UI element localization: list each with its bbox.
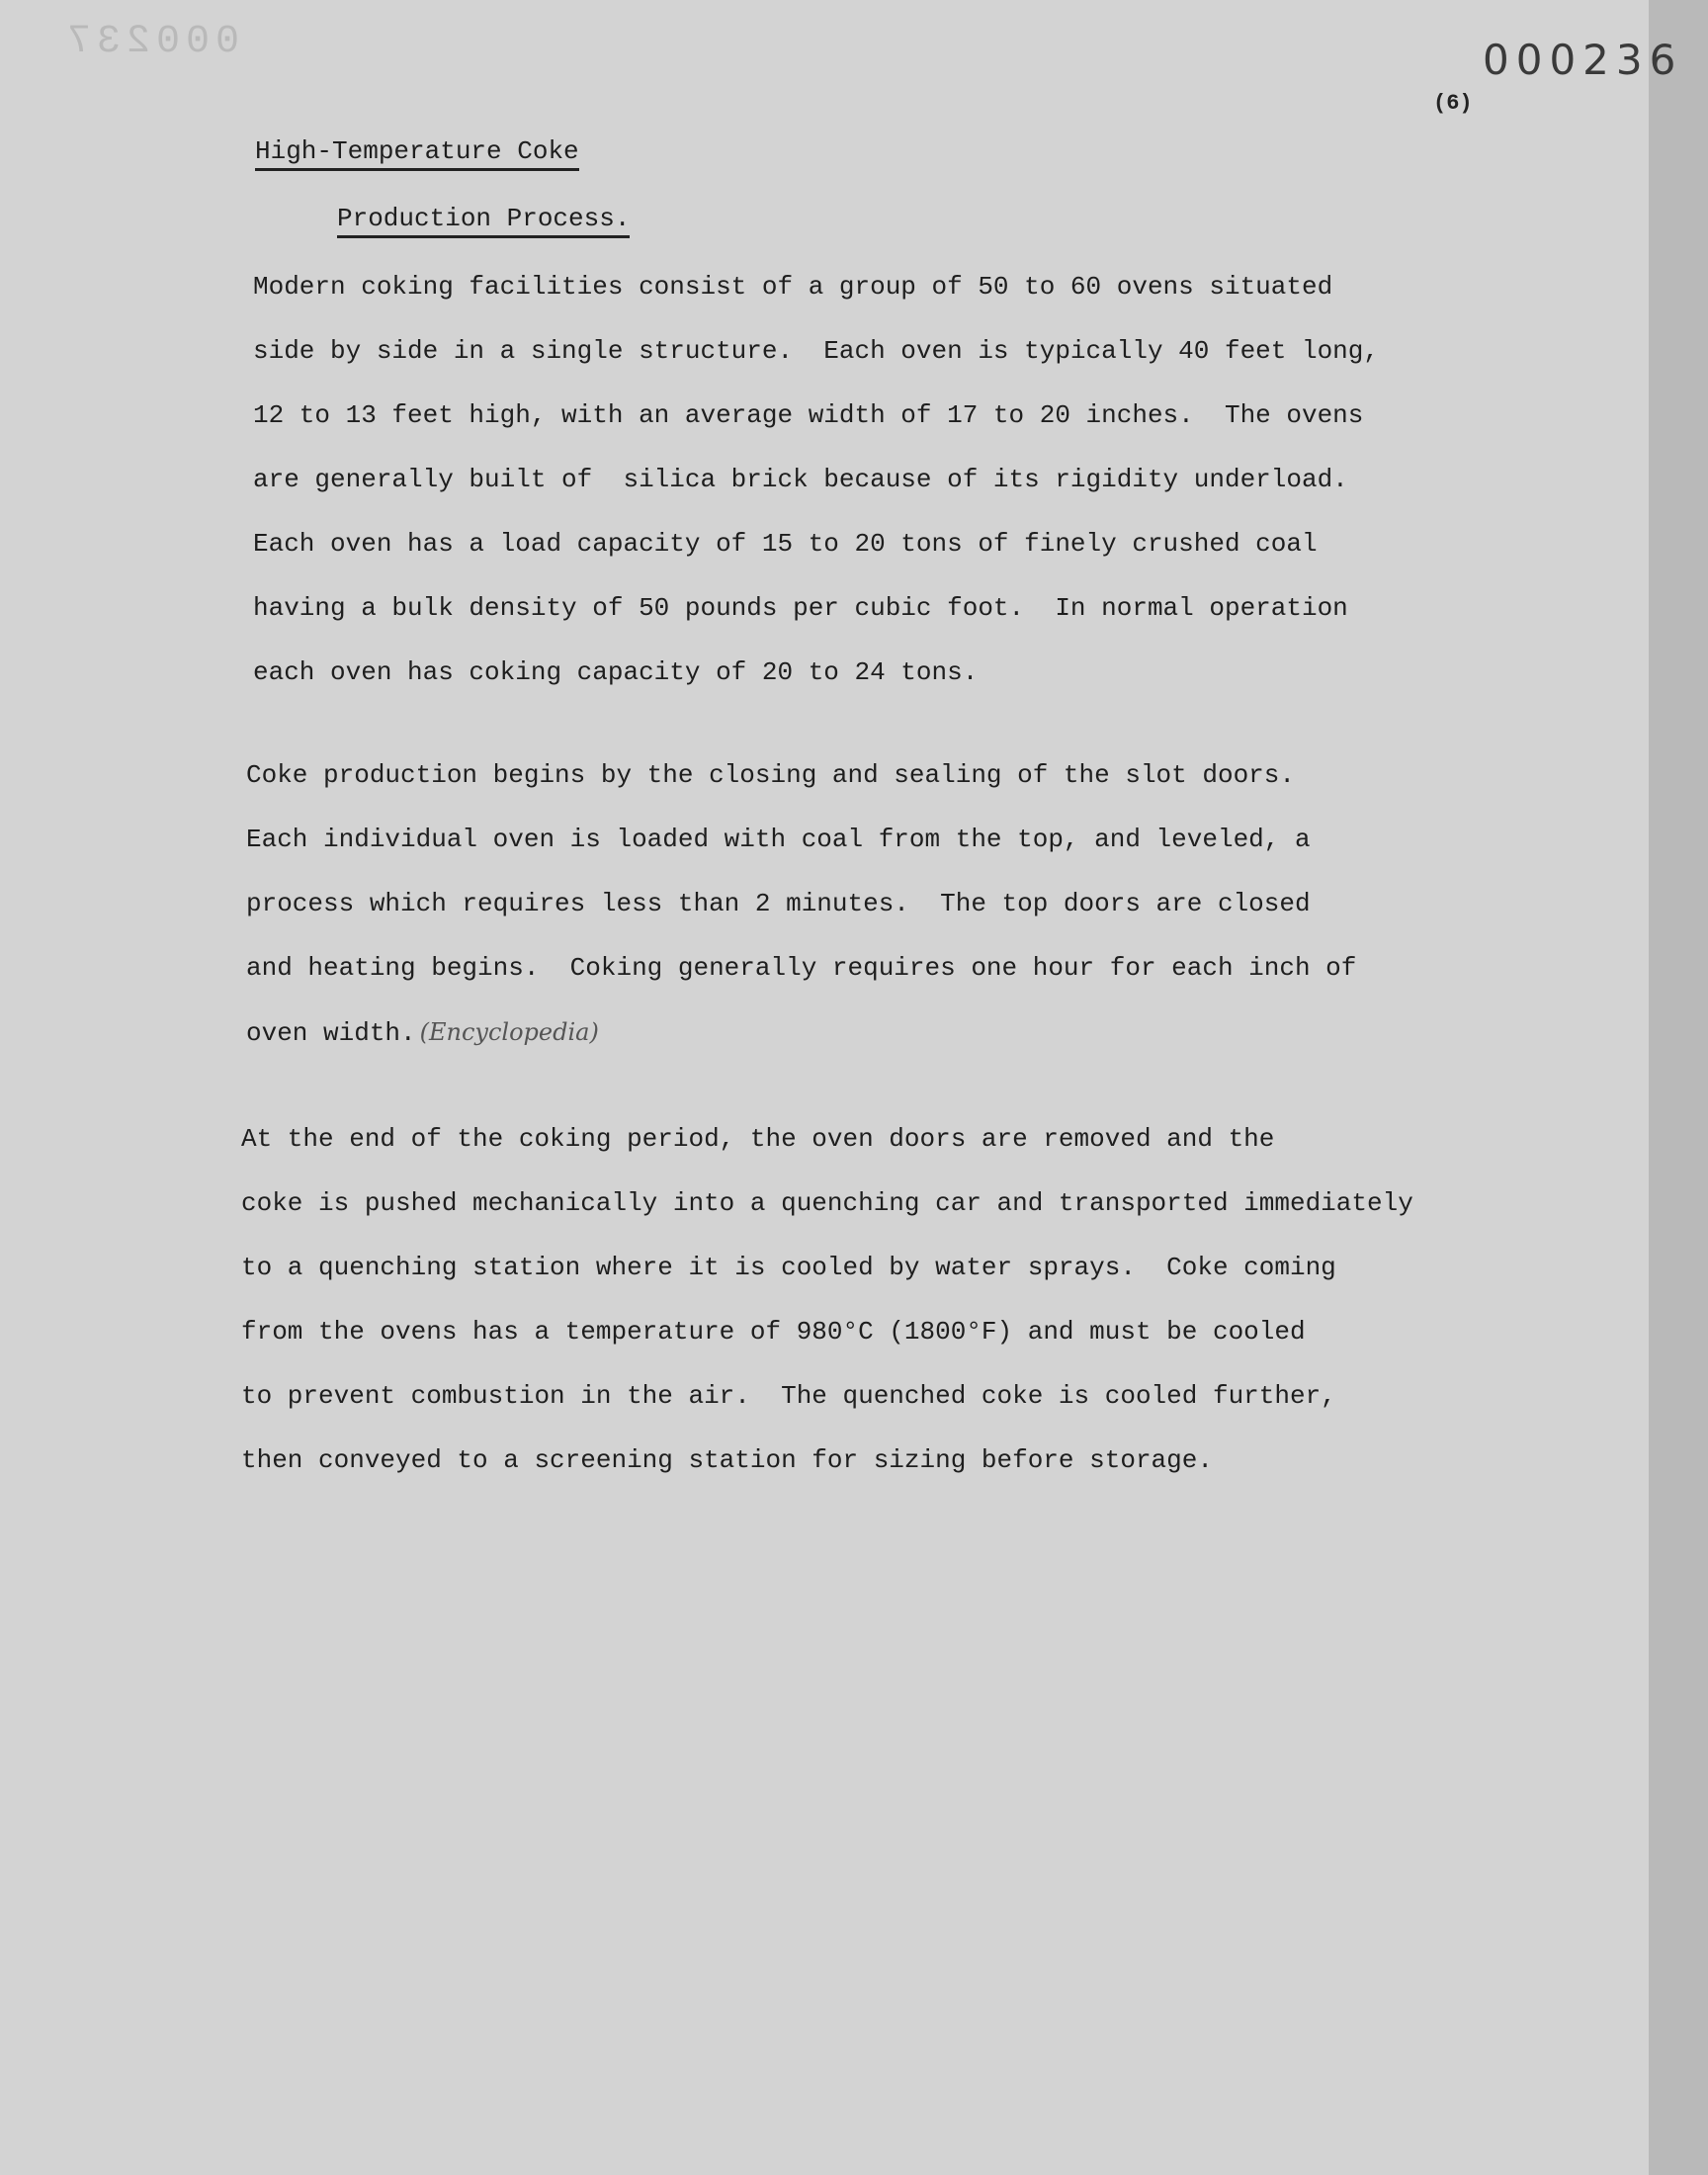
section-title: High-Temperature Coke: [255, 136, 579, 171]
paragraph-oven-description: [253, 255, 1538, 705]
paragraph-quenching: [241, 1107, 1526, 1493]
section-subtitle: Production Process.: [337, 204, 630, 238]
page-number: (6): [1433, 91, 1473, 116]
paragraph-production-start: [246, 743, 1531, 1066]
text-line: process which requires less than 2 minutes. The top doors are closed: [246, 889, 1311, 918]
text-line: to a quenching station where it is cooled by water sprays. Coke coming: [241, 1253, 1336, 1282]
text-line: Modern coking facilities consist of a group of 50 to 60 ovens situated: [253, 272, 1333, 302]
bleed-through-number: 000237: [61, 20, 240, 64]
text-line: and heating begins. Coking generally requires one hour for each inch of: [246, 953, 1357, 983]
text-line: coke is pushed mechanically into a quenching car and transported immediately: [241, 1188, 1413, 1218]
text-line: having a bulk density of 50 pounds per cubic foot. In normal operation: [253, 593, 1348, 623]
text-line: side by side in a single structure. Each oven is typically 40 feet long,: [253, 336, 1379, 366]
text-line: from the ovens has a temperature of 980°C (1800°F) and must be cooled: [241, 1317, 1306, 1347]
text-line: At the end of the coking period, the oven doors are removed and the: [241, 1124, 1275, 1154]
handwritten-annotation: (Encyclopedia): [419, 1018, 599, 1046]
text-line: Coke production begins by the closing and sealing of the slot doors.: [246, 760, 1295, 790]
document-number: 000236: [1483, 36, 1683, 84]
text-line: each oven has coking capacity of 20 to 24 tons.: [253, 657, 979, 687]
text-line: Each oven has a load capacity of 15 to 20 tons of finely crushed coal: [253, 529, 1318, 559]
scan-edge-shadow: [1649, 0, 1708, 2175]
text-line: are generally built of silica brick because of its rigidity underload.: [253, 465, 1348, 494]
text-line-content: oven width.: [246, 1018, 416, 1048]
text-line: then conveyed to a screening station for sizing before storage.: [241, 1445, 1213, 1475]
text-line: [246, 1000, 1531, 1066]
text-line: Each individual oven is loaded with coal from the top, and leveled, a: [246, 825, 1311, 854]
text-line: 12 to 13 feet high, with an average width of 17 to 20 inches. The ovens: [253, 400, 1364, 430]
text-line: to prevent combustion in the air. The quenched coke is cooled further,: [241, 1381, 1336, 1411]
